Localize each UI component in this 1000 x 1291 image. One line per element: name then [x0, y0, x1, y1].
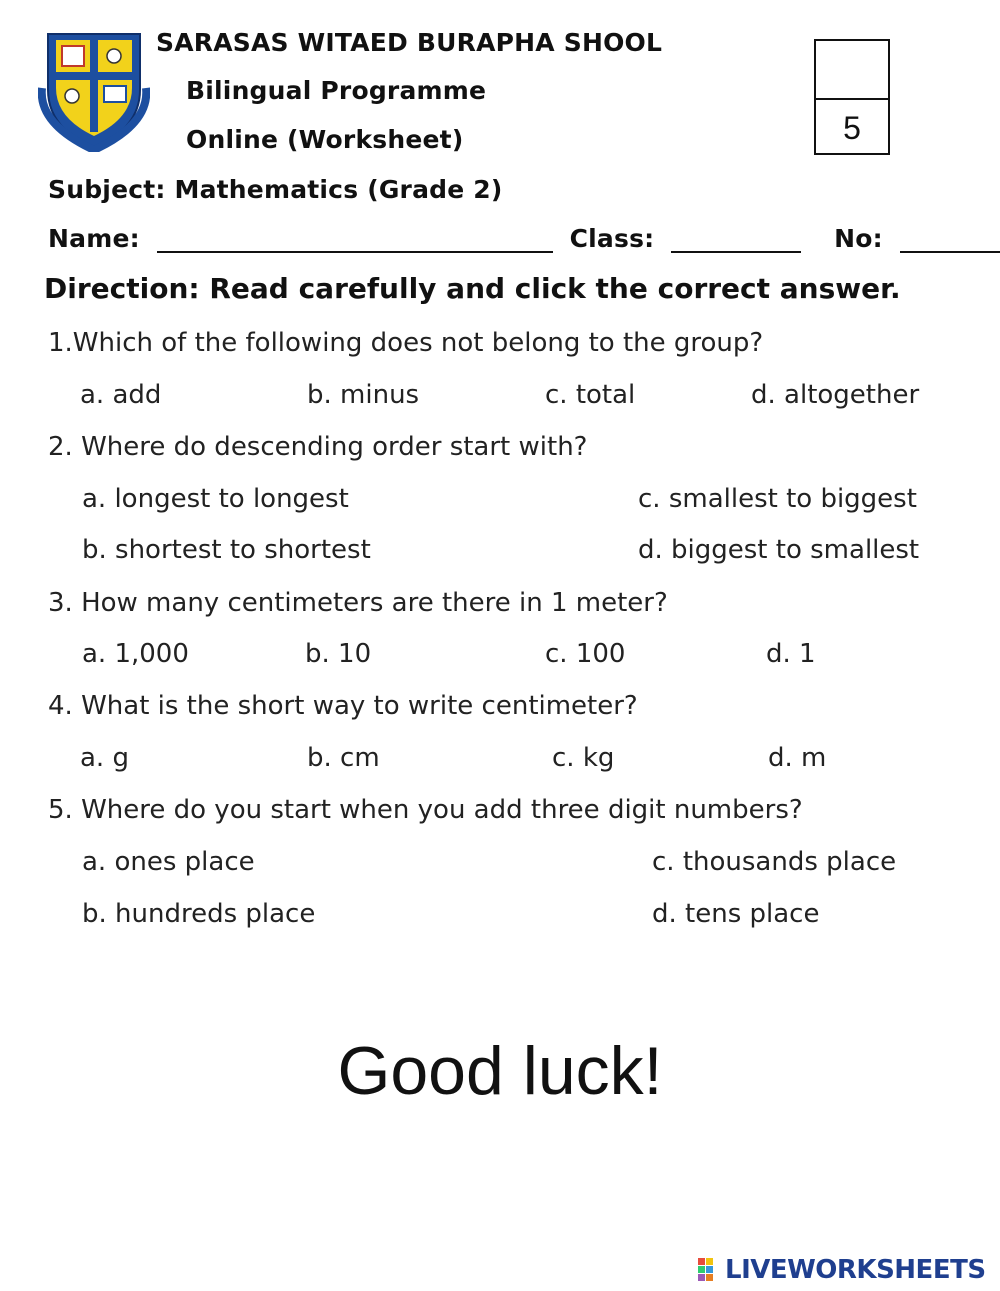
brand-name: LIVEWORKSHEETS [725, 1255, 986, 1285]
question-5: 5. Where do you start when you add three digit numbers? [48, 795, 803, 825]
direction-text: Direction: Read carefully and click the correct answer. [44, 272, 901, 305]
liveworksheets-brand [697, 1253, 986, 1287]
subject-line: Subject: Mathematics (Grade 2) [48, 175, 503, 204]
school-name: SARASAS WITAED BURAPHA SHOOL [156, 28, 663, 57]
q1-option-d[interactable]: d. altogether [751, 380, 920, 410]
score-total: 5 [843, 110, 861, 146]
worksheet-mode: Online (Worksheet) [186, 125, 464, 154]
question-1: 1.Which of the following does not belong to the group? [48, 328, 764, 358]
no-input-line[interactable] [900, 229, 1000, 253]
q5-option-b[interactable]: b. hundreds place [82, 899, 316, 929]
score-box [814, 39, 890, 155]
name-label: Name: [48, 224, 140, 253]
q4-option-b[interactable]: b. cm [307, 743, 380, 773]
q2-option-c[interactable]: c. smallest to biggest [638, 484, 917, 514]
q2-option-b[interactable]: b. shortest to shortest [82, 535, 371, 565]
question-4: 4. What is the short way to write centimeter? [48, 691, 638, 721]
q2-option-d[interactable]: d. biggest to smallest [638, 535, 920, 565]
score-divider [816, 98, 888, 100]
programme-title: Bilingual Programme [186, 76, 487, 105]
question-3: 3. How many centimeters are there in 1 meter? [48, 588, 668, 618]
q2-option-a[interactable]: a. longest to longest [82, 484, 349, 514]
name-input-line[interactable] [157, 229, 553, 253]
q5-option-c[interactable]: c. thousands place [652, 847, 897, 877]
q4-option-a[interactable]: a. g [80, 743, 129, 773]
q4-option-c[interactable]: c. kg [552, 743, 615, 773]
form-row [48, 224, 1000, 253]
q1-option-c[interactable]: c. total [545, 380, 636, 410]
q3-option-b[interactable]: b. 10 [305, 639, 372, 669]
liveworksheets-logo-icon [697, 1257, 723, 1283]
q5-option-d[interactable]: d. tens place [652, 899, 820, 929]
q4-option-d[interactable]: d. m [768, 743, 827, 773]
question-2: 2. Where do descending order start with? [48, 432, 588, 462]
class-input-line[interactable] [671, 229, 801, 253]
q1-option-a[interactable]: a. add [80, 380, 162, 410]
q5-option-a[interactable]: a. ones place [82, 847, 255, 877]
q1-option-b[interactable]: b. minus [307, 380, 420, 410]
good-luck-text: Good luck! [337, 1033, 663, 1109]
q3-option-c[interactable]: c. 100 [545, 639, 626, 669]
q3-option-a[interactable]: a. 1,000 [82, 639, 189, 669]
q3-option-d[interactable]: d. 1 [766, 639, 816, 669]
no-label: No: [834, 224, 883, 253]
class-label: Class: [569, 224, 655, 253]
school-crest-logo [38, 28, 150, 152]
